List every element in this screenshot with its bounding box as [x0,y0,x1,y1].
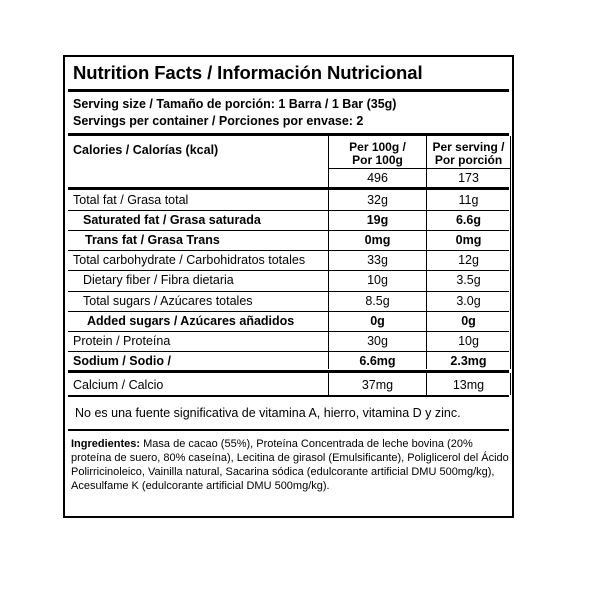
calories-perserving: 173 [458,171,479,185]
serving-divider [68,133,509,136]
nutrient-perserving: 11g [458,193,479,207]
nutrient-perserving: 12g [458,253,479,268]
nutrient-per100: 8.5g [365,293,390,308]
calcium-divider-3 [510,373,511,395]
serving-size: Serving size / Tamaño de porción: 1 Barra / 1 Bar (35g) [73,97,397,111]
calories-per100: 496 [367,171,388,185]
calories-divider [68,187,509,190]
label-title: Nutrition Facts / Información Nutricional [73,62,423,83]
per-100g-header-line2: Por 100g [352,153,403,167]
nutrient-per100: 0mg [364,233,391,248]
nutrient-per100: 33g [367,253,388,268]
title-divider [68,89,509,92]
nutrient-label: Trans fat / Grasa Trans [85,233,220,248]
nutrient-perserving: 6.6g [455,213,481,228]
row-divider [68,291,509,292]
nutrition-label [63,55,514,518]
nutrient-per100: 19g [366,213,389,228]
calories-subdivider [328,168,511,169]
row-divider [68,270,509,271]
row-divider [68,311,509,312]
calcium-label: Calcium / Calcio [73,378,164,392]
nutrient-per100: 6.6mg [359,353,396,368]
per-serving-header [427,141,510,167]
nutrient-label: Added sugars / Azúcares añadidos [87,313,295,328]
note-divider [68,429,509,431]
calcium-perserving: 13mg [452,378,485,392]
per-serving-header-line2: Por porción [434,153,503,167]
nutrient-label: Total fat / Grasa total [73,193,189,207]
nutrient-perserving: 3.5g [456,273,481,288]
nutrient-perserving: 2.3mg [450,353,487,368]
ingredients [71,437,509,493]
nutrient-label: Protein / Proteína [73,333,171,348]
row-divider [68,351,509,352]
nutrient-label: Dietary fiber / Fibra dietaria [83,273,234,288]
nutrient-perserving: 10g [458,333,479,348]
calories-label: Calories / Calorías (kcal) [73,143,219,157]
nutrient-per100: 32g [367,193,388,207]
calcium-bottom-divider [68,395,509,397]
per-100g-header [329,141,426,167]
nutrient-per100: 0g [370,313,385,328]
nutrient-label: Saturated fat / Grasa saturada [83,213,261,228]
servings-per-container: Servings per container / Porciones por envase: 2 [73,114,364,128]
nutrient-label: Total carbohydrate / Carbohidratos totales [73,253,306,268]
column-divider-3 [510,136,511,369]
nutrient-perserving: 0mg [455,233,482,248]
ingredients-heading: Ingredientes: [71,438,141,450]
row-divider [68,210,509,211]
per-serving-header-line1: Per serving / [432,140,505,154]
row-divider [68,250,509,251]
sodium-divider [68,370,509,373]
nutrient-perserving: 3.0g [456,293,481,308]
per-100g-header-line1: Per 100g / [349,140,406,154]
nutrient-per100: 10g [367,273,388,288]
ingredients-text: Masa de cacao (55%), Proteína Concentrada de leche bovina (20% proteína de suero, 80% caseína), Lecitina de girasol (Emulsificante), Poliglicerol del Ácido Polirricinoleico, Vainilla natural, Sacarina sódica (edulcorante artificial DMU 500mg/kg), Acesulfame K (edulcorante artificial DMU 500mg/kg). [71,438,509,492]
vitamin-note: No es una fuente significativa de vitamina A, hierro, vitamina D y zinc. [75,406,461,420]
nutrient-label: Sodium / Sodio / [73,353,171,368]
nutrient-perserving: 0g [461,313,476,328]
calcium-per100: 37mg [361,378,394,392]
row-divider [68,230,509,231]
nutrient-label: Total sugars / Azúcares totales [83,293,253,308]
row-divider [68,331,509,332]
nutrient-per100: 30g [367,333,388,348]
